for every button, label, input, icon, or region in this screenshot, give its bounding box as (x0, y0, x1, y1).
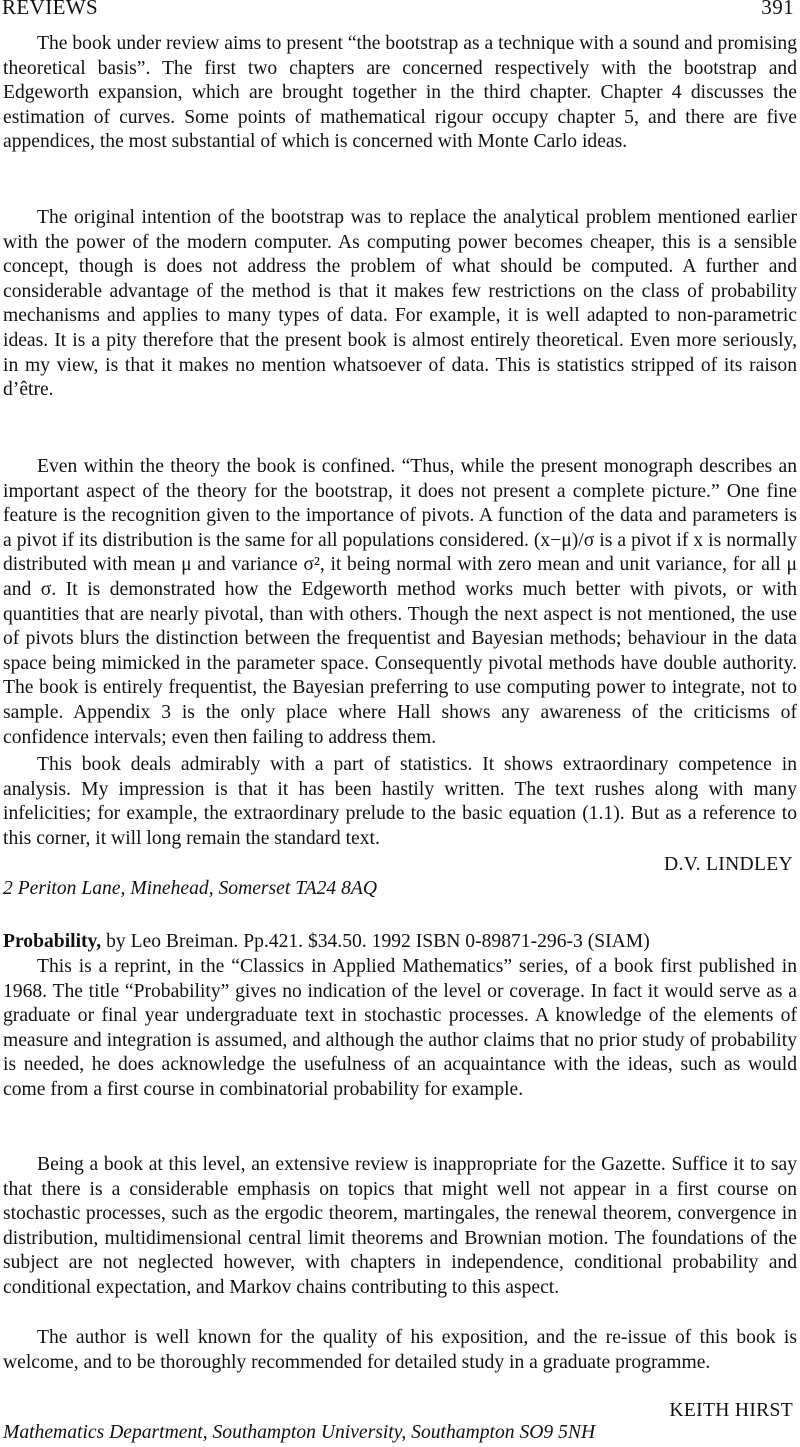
review-2-body-cont (3, 1153, 797, 1301)
review-2-paragraph: The author is well known for the quality of his exposition, and the re-issue of this book is welcome, and to be thoroughly recommended for detailed study in a graduate programme. (3, 1327, 797, 1373)
reviewer-address: 2 Periton Lane, Minehead, Somerset TA24 8AQ (3, 878, 378, 899)
book-heading (3, 930, 797, 955)
running-header (2, 0, 794, 25)
review-2-paragraph: This is a reprint, in the “Classics in Applied Mathematics” series, of a book first published in 1968. The title “Probability” gives no indication of the level or coverage. In fact it would serve as a graduate or final year undergraduate text in stochastic processes. A knowledge of the elements of measure and integration is assumed, and although the author claims that no prior study of probability is needed, he does acknowledge the usefulness of an acquaintance with the ideas, such as would come from a first course in combinatorial probability for example. (3, 956, 797, 1100)
reviewer-name: D.V. LINDLEY (664, 854, 793, 875)
review-1-address-block (3, 877, 797, 902)
reviewer-address: Mathematics Department, Southampton University, Southampton SO9 5NH (3, 1422, 596, 1443)
review-2-heading (3, 930, 797, 955)
review-2-address-block (3, 1421, 797, 1446)
reviewer-name: KEITH HIRST (669, 1400, 793, 1421)
review-1-paragraph: This book deals admirably with a part of statistics. It shows extraordinary competence in analysis. My impression is that it has been hastily written. The text rushes along with many infelicities; for example, the extraordinary prelude to the basic equation (1.1). But as a reference to this corner, it will long remain the standard text. (3, 754, 797, 849)
review-1-paragraph: The original intention of the bootstrap was to replace the analytical problem mentioned earlier with the power of the modern computer. As computing power becomes cheaper, this is a sensible concept, though is does not address the problem of what should be computed. A further and considerable advantage of the method is that it makes few restrictions on the class of probability mechanisms and applies to many types of data. For example, it is well adapted to non-parametric ideas. It is a pity therefore that the present book is almost entirely theoretical. Even more seriously, in my view, is that it makes no mention whatsoever of data. This is statistics stripped of its raison d’être. (3, 207, 797, 401)
review-1-body-cont (3, 753, 797, 851)
running-title: REVIEWS (2, 0, 99, 19)
review-1-body-cont (3, 206, 797, 403)
review-2-paragraph: Being a book at this level, an extensive review is inappropriate for the Gazette. Suffice it to say that there is a considerable emphasis on topics that might well not appear in a first course on stochastic processes, such as the ergodic theorem, martingales, the renewal theorem, convergence in distribution, multidimensional central limit theorems and Brownian motion. The foundations of the subject are not neglected however, with chapters in independence, conditional probability and conditional expectation, and Markov chains contributing to this aspect. (3, 1154, 797, 1298)
page-number: 391 (761, 0, 794, 19)
review-1-signature-block (3, 853, 797, 878)
review-1-paragraph: The book under review aims to present “the bootstrap as a technique with a sound and promising theoretical basis”. The first two chapters are concerned respectively with the bootstrap and Edgeworth expansion, which are brought together in the third chapter. Chapter 4 discusses the estimation of curves. Some points of mathematical rigour occupy chapter 5, and there are five appendices, the most substantial of which is concerned with Monte Carlo ideas. (3, 33, 797, 153)
review-1-body (3, 32, 797, 155)
review-1-body-cont (3, 455, 797, 750)
book-details: by Leo Breiman. Pp.421. $34.50. 1992 ISBN 0-89871-296-3 (SIAM) (101, 931, 650, 952)
review-2-body (3, 955, 797, 1103)
review-1-paragraph: Even within the theory the book is confined. “Thus, while the present monograph describes an important aspect of the theory for the bootstrap, it does not present a complete picture.” One fine feature is the recognition given to the importance of pivots. A function of the data and parameters is a pivot if its distribution is the same for all populations considered. (x−μ)/σ is a pivot if x is normally distributed with mean μ and variance σ², it being normal with zero mean and unit variance, for all μ and σ. It is demonstrated how the Edgeworth method works much better with pivots, or with quantities that are nearly pivotal, than with others. Though the next aspect is not mentioned, the use of pivots blurs the distinction between the frequentist and Bayesian methods; behaviour in the data space being mimicked in the parameter space. Consequently pivotal methods have double authority. The book is entirely frequentist, the Bayesian preferring to use computing power to integrate, not to sample. Appendix 3 is the only place where Hall shows any awareness of the criticisms of confidence intervals; even then failing to address them. (3, 456, 797, 748)
review-2-signature-block (3, 1399, 797, 1424)
book-title: Probability, (3, 931, 102, 952)
review-2-body-cont (3, 1326, 797, 1375)
